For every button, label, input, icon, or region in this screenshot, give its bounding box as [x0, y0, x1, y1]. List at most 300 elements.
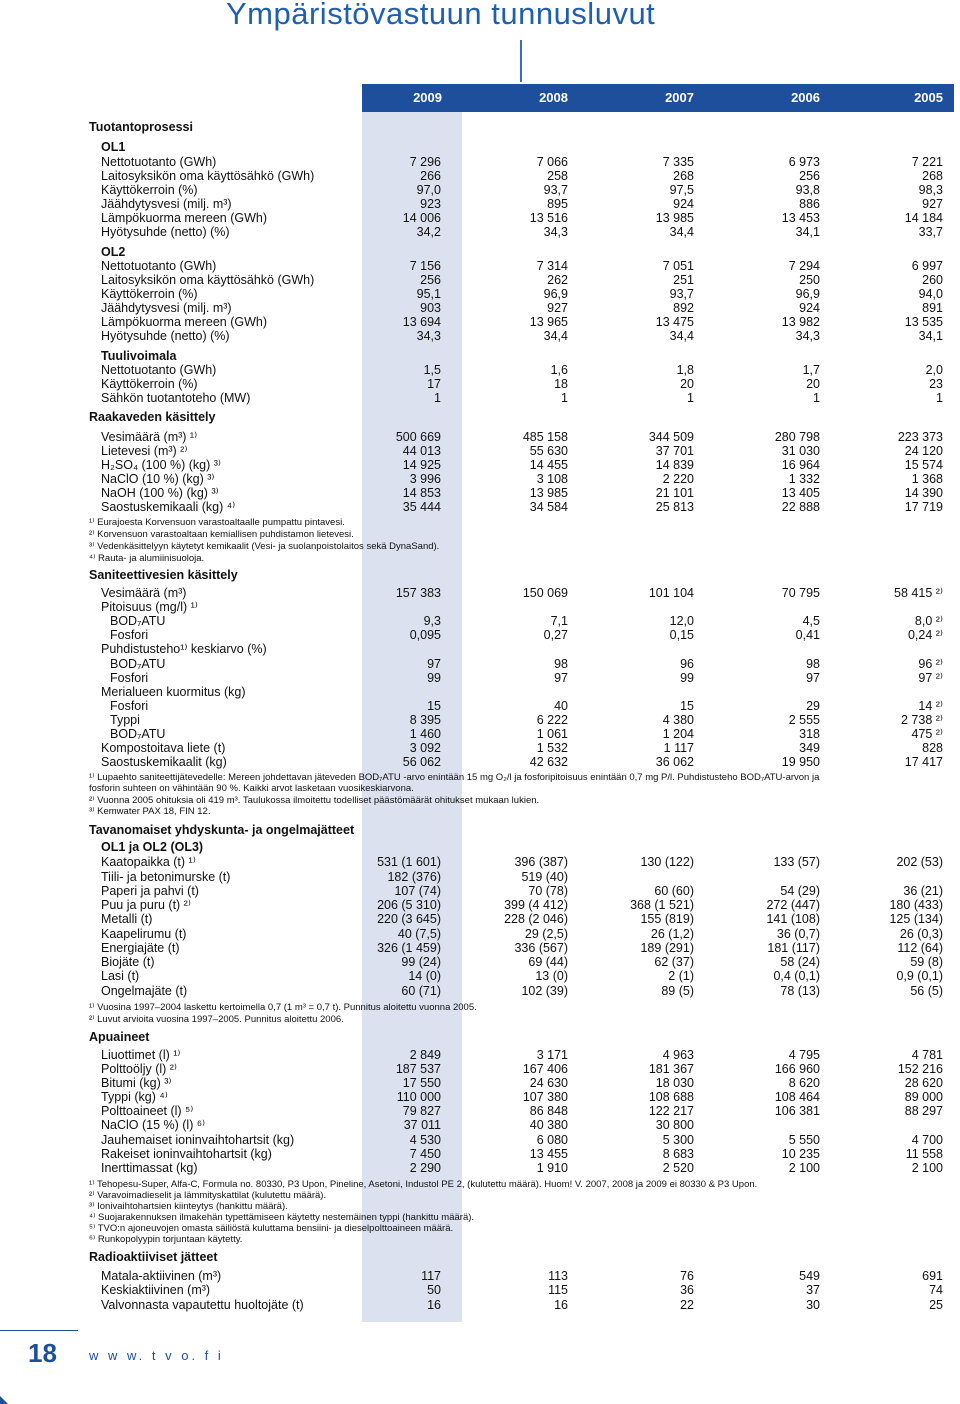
- section-heading: [0, 823, 960, 837]
- table-cell-2006: 34,1: [795, 225, 820, 239]
- table-cell-2007: 34,4: [669, 329, 694, 343]
- table-row: [0, 755, 960, 769]
- table-cell-2006: 133 (57): [773, 855, 820, 869]
- table-cell-2007: 155 (819): [640, 912, 694, 926]
- table-cell-2006: 5 550: [788, 1133, 820, 1147]
- table-cell-2009: 3 092: [409, 741, 441, 755]
- table-cell-2006: 93,8: [795, 183, 820, 197]
- table-cell-2005: 112 (64): [897, 941, 943, 955]
- table-cell-2007: 2 520: [662, 1161, 694, 1175]
- table-cell-2007: 344 509: [648, 430, 694, 444]
- row-label: Fosfori: [110, 699, 149, 713]
- table-cell-2006: 34,3: [795, 329, 820, 343]
- row-label: H₂SO₄ (100 %) (kg) ³⁾: [101, 458, 221, 472]
- table-cell-2005: 25: [929, 1298, 943, 1312]
- table-cell-2007: 60 (60): [654, 884, 694, 898]
- table-cell-2009: 531 (1 601): [377, 855, 441, 869]
- table-cell-2008: 34 584: [529, 500, 568, 514]
- table-cell-2007: 122 217: [648, 1104, 694, 1118]
- table-cell-2007: 251: [673, 273, 694, 287]
- table-cell-2009: 7 450: [409, 1147, 441, 1161]
- table-cell-2006: 166 960: [774, 1062, 820, 1076]
- table-cell-2009: 14 853: [402, 486, 441, 500]
- row-label: Rakeiset ioninvaihtohartsit (kg): [101, 1147, 272, 1161]
- table-cell-2005: 180 (433): [889, 898, 943, 912]
- table-cell-2006: 78 (13): [780, 984, 820, 998]
- table-row: [0, 699, 960, 713]
- table-cell-2008: 13 985: [529, 486, 568, 500]
- table-cell-2008: 1 532: [536, 741, 568, 755]
- row-label: Polttoaineet (l) ⁵⁾: [101, 1104, 194, 1118]
- table-cell-2009: 34,3: [416, 329, 441, 343]
- table-cell-2005: 2 100: [911, 1161, 943, 1175]
- table-row: [0, 642, 960, 656]
- row-label: Lämpökuorma mereen (GWh): [101, 315, 268, 329]
- table-row: [0, 329, 960, 343]
- table-row: [0, 1048, 960, 1062]
- table-cell-2009: 79 827: [402, 1104, 441, 1118]
- row-label: Paperi ja pahvi (t): [101, 884, 199, 898]
- footnote: ¹⁾ Lupaehto saniteettijätevedelle: Mereen johdettavan jäteveden BOD₇ATU -arvo enintään 15 mg O₂/l ja fosforipitoisuus enintään 0,7 mg P/l. Puhdistusteho BOD₇ATU-arvon ja: [89, 772, 820, 783]
- table-cell-2007: 1,8: [676, 363, 694, 377]
- table-cell-2008: 42 632: [529, 755, 568, 769]
- table-cell-2005: 202 (53): [896, 855, 943, 869]
- table-cell-2007: 97,5: [669, 183, 694, 197]
- table-cell-2006: 108 464: [774, 1090, 820, 1104]
- table-cell-2006: 8 620: [788, 1076, 820, 1090]
- table-cell-2008: 13 965: [529, 315, 568, 329]
- table-cell-2008: 399 (4 412): [504, 898, 568, 912]
- table-cell-2005: 268: [922, 169, 943, 183]
- table-cell-2006: 0,4 (0,1): [773, 969, 820, 983]
- table-cell-2007: 4 380: [662, 713, 694, 727]
- table-cell-2009: 1,5: [423, 363, 441, 377]
- table-cell-2009: 15: [427, 699, 441, 713]
- table-cell-2007: 89 (5): [661, 984, 694, 998]
- table-cell-2009: 34,2: [416, 225, 441, 239]
- table-cell-2008: 24 630: [529, 1076, 568, 1090]
- table-cell-2009: 1: [434, 391, 441, 405]
- row-label: Nettotuotanto (GWh): [101, 363, 217, 377]
- table-cell-2008: 6 080: [536, 1133, 568, 1147]
- table-row: [0, 628, 960, 642]
- table-cell-2009: 256: [420, 273, 441, 287]
- row-label: Käyttökerroin (%): [101, 287, 198, 301]
- table-cell-2007: 62 (37): [654, 955, 694, 969]
- table-row: [0, 1147, 960, 1161]
- table-cell-2006: 10 235: [781, 1147, 820, 1161]
- table-cell-2008: 115: [548, 1283, 568, 1297]
- table-row: [0, 1104, 960, 1118]
- table-cell-2009: 326 (1 459): [377, 941, 441, 955]
- row-label: Bitumi (kg) ³⁾: [101, 1076, 172, 1090]
- table-cell-2007: 22: [680, 1298, 694, 1312]
- table-row: [0, 169, 960, 183]
- page-number: 18: [28, 1338, 57, 1368]
- table-cell-2007: 25 813: [655, 500, 694, 514]
- row-label: Tiili- ja betonimurske (t): [101, 870, 231, 884]
- table-cell-2007: 189 (291): [640, 941, 694, 955]
- table-cell-2008: 1,6: [550, 363, 568, 377]
- table-cell-2006: 924: [799, 301, 820, 315]
- table-row: [0, 1161, 960, 1175]
- section-title: Tavanomaiset yhdyskunta- ja ongelmajätteet: [89, 823, 355, 837]
- row-label: Lietevesi (m³) ²⁾: [101, 444, 188, 458]
- table-cell-2005: 0,9 (0,1): [896, 969, 943, 983]
- row-label: Nettotuotanto (GWh): [101, 259, 217, 273]
- table-cell-2005: 17 719: [904, 500, 943, 514]
- table-cell-2008: 13 516: [529, 211, 568, 225]
- table-cell-2008: 3 108: [536, 472, 568, 486]
- table-cell-2005: 89 000: [904, 1090, 943, 1104]
- table-cell-2008: 258: [547, 169, 568, 183]
- table-cell-2008: 113: [548, 1269, 568, 1283]
- table-cell-2009: 9,3: [423, 614, 441, 628]
- table-cell-2005: 4 700: [911, 1133, 943, 1147]
- table-cell-2008: 69 (44): [528, 955, 568, 969]
- footnote: ⁵⁾ TVO:n ajoneuvojen omasta säiliöstä kuluttama bensiini- ja dieselpolttoaineen määrä.: [89, 1223, 454, 1234]
- table-cell-2007: 2 220: [662, 472, 694, 486]
- table-row: [0, 287, 960, 301]
- row-label: Matala-aktiivinen (m³): [101, 1269, 222, 1283]
- group-title: Tuulivoimala: [101, 349, 177, 363]
- table-row: [0, 211, 960, 225]
- footnote: ⁶⁾ Runkopolyypin torjuntaan käytetty.: [89, 1234, 243, 1245]
- table-row: [0, 855, 960, 869]
- table-cell-2009: 14 (0): [408, 969, 441, 983]
- row-label: Käyttökerroin (%): [101, 377, 198, 391]
- row-label: Pitoisuus (mg/l) ¹⁾: [101, 600, 198, 614]
- table-cell-2006: 19 950: [781, 755, 820, 769]
- table-cell-2005: 56 (5): [910, 984, 943, 998]
- table-cell-2007: 368 (1 521): [630, 898, 694, 912]
- table-cell-2009: 13 694: [402, 315, 441, 329]
- table-cell-2005: 23: [929, 377, 943, 391]
- table-row: [0, 1062, 960, 1076]
- table-cell-2007: 96: [680, 657, 694, 671]
- footnote: ²⁾ Korvensuon varastoaltaan kemiallisen puhdistamon lietevesi.: [89, 529, 354, 540]
- table-row: [0, 486, 960, 500]
- table-row: [0, 657, 960, 671]
- table-cell-2006: 181 (117): [767, 941, 820, 955]
- table-cell-2007: 12,0: [669, 614, 694, 628]
- table-cell-2007: 0,15: [669, 628, 694, 642]
- table-cell-2009: 220 (3 645): [377, 912, 441, 926]
- row-label: Keskiaktiivinen (m³): [101, 1283, 211, 1297]
- row-label: Saostuskemikaali (kg) ⁴⁾: [101, 500, 236, 514]
- table-cell-2008: 228 (2 046): [504, 912, 568, 926]
- table-row: [0, 259, 960, 273]
- table-cell-2006: 0,41: [795, 628, 820, 642]
- row-label: Inerttimassat (kg): [101, 1161, 198, 1175]
- table-cell-2005: 34,1: [918, 329, 943, 343]
- footnote: ³⁾ Ionivaihtohartsien kiinteytys (hankittu määrä).: [89, 1201, 288, 1212]
- table-cell-2009: 97,0: [416, 183, 441, 197]
- table-cell-2009: 4 530: [409, 1133, 441, 1147]
- table-cell-2008: 98: [554, 657, 568, 671]
- corner-mark: [0, 1396, 8, 1404]
- section-heading: [0, 1030, 960, 1044]
- table-cell-2005: 691: [922, 1269, 943, 1283]
- row-label: Liuottimet (l) ¹⁾: [101, 1048, 181, 1062]
- table-cell-2009: 1 460: [409, 727, 441, 741]
- table-cell-2009: 35 444: [402, 500, 441, 514]
- table-cell-2008: 34,4: [543, 329, 568, 343]
- table-cell-2008: 396 (387): [514, 855, 568, 869]
- table-cell-2005: 7 221: [911, 155, 943, 169]
- table-cell-2008: 1: [561, 391, 568, 405]
- table-row: [0, 586, 960, 600]
- table-row: [0, 727, 960, 741]
- table-row: [0, 444, 960, 458]
- table-cell-2005: 828: [922, 741, 943, 755]
- table-cell-2006: 96,9: [795, 287, 820, 301]
- row-label: Laitosyksikön oma käyttösähkö (GWh): [101, 273, 315, 287]
- table-cell-2009: 14 925: [402, 458, 441, 472]
- section-title: Raakaveden käsittely: [89, 410, 216, 424]
- table-cell-2009: 2 290: [409, 1161, 441, 1175]
- table-cell-2006: 31 030: [781, 444, 820, 458]
- table-cell-2006: 256: [799, 169, 820, 183]
- table-row: [0, 969, 960, 983]
- table-row: [0, 472, 960, 486]
- table-cell-2005: 13 535: [904, 315, 943, 329]
- website-link[interactable]: w w w. t v o. f i: [89, 1348, 224, 1363]
- table-cell-2006: 250: [799, 273, 820, 287]
- table-cell-2006: 2 555: [788, 713, 820, 727]
- table-cell-2005: 97 ²⁾: [918, 671, 943, 685]
- row-label: Kaapelirumu (t): [101, 927, 187, 941]
- row-label: Jäähdytysvesi (milj. m³): [101, 301, 232, 315]
- table-cell-2005: 1 368: [911, 472, 943, 486]
- table-cell-2005: 33,7: [918, 225, 943, 239]
- table-cell-2005: 28 620: [904, 1076, 943, 1090]
- table-cell-2007: 130 (122): [640, 855, 694, 869]
- year-2006: 2006: [791, 90, 820, 105]
- table-cell-2006: 37: [806, 1283, 820, 1297]
- row-label: Kompostoitava liete (t): [101, 741, 226, 755]
- table-cell-2006: 13 982: [781, 315, 820, 329]
- table-cell-2007: 2 (1): [668, 969, 694, 983]
- table-cell-2005: 74: [929, 1283, 943, 1297]
- table-row: [0, 600, 960, 614]
- table-row: [0, 197, 960, 211]
- table-cell-2009: 17 550: [402, 1076, 441, 1090]
- table-cell-2008: 97: [554, 671, 568, 685]
- row-label: Typpi (kg) ⁴⁾: [101, 1090, 168, 1104]
- table-cell-2009: 8 395: [409, 713, 441, 727]
- table-cell-2005: 927: [922, 197, 943, 211]
- table-cell-2006: 4 795: [788, 1048, 820, 1062]
- table-cell-2008: 40 380: [529, 1118, 568, 1132]
- group-title: OL1 ja OL2 (OL3): [101, 840, 204, 854]
- table-cell-2008: 40: [554, 699, 568, 713]
- row-label: Fosfori: [110, 671, 149, 685]
- table-cell-2005: 96 ²⁾: [918, 657, 943, 671]
- table-cell-2008: 7 314: [536, 259, 568, 273]
- table-row: [0, 315, 960, 329]
- table-cell-2006: 29: [806, 699, 820, 713]
- table-row: [0, 671, 960, 685]
- table-cell-2007: 76: [680, 1269, 694, 1283]
- table-cell-2006: 54 (29): [780, 884, 820, 898]
- group-heading: [0, 840, 960, 854]
- table-cell-2009: 16: [427, 1298, 441, 1312]
- table-cell-2008: 519 (40): [521, 870, 568, 884]
- table-cell-2009: 500 669: [395, 430, 441, 444]
- table-cell-2005: 98,3: [918, 183, 943, 197]
- table-cell-2009: 7 296: [409, 155, 441, 169]
- table-cell-2005: 2,0: [925, 363, 943, 377]
- table-row: [0, 912, 960, 926]
- table-cell-2006: 2 100: [788, 1161, 820, 1175]
- table-cell-2007: 4 963: [662, 1048, 694, 1062]
- table-cell-2006: 6 973: [788, 155, 820, 169]
- table-cell-2005: 475 ²⁾: [911, 727, 943, 741]
- table-cell-2007: 13 475: [655, 315, 694, 329]
- row-label: NaOH (100 %) (kg) ³⁾: [101, 486, 219, 500]
- row-label: Vesimäärä (m³): [101, 586, 187, 600]
- table-cell-2005: 14 ²⁾: [918, 699, 943, 713]
- table-cell-2006: 20: [806, 377, 820, 391]
- row-label: Kaatopaikka (t) ¹⁾: [101, 855, 196, 869]
- table-cell-2009: 7 156: [409, 259, 441, 273]
- table-cell-2007: 18 030: [655, 1076, 694, 1090]
- table-row: [0, 941, 960, 955]
- table-cell-2006: 30: [806, 1298, 820, 1312]
- table-cell-2008: 107 380: [522, 1090, 568, 1104]
- table-cell-2007: 15: [680, 699, 694, 713]
- table-cell-2008: 93,7: [543, 183, 568, 197]
- table-row: [0, 984, 960, 998]
- table-cell-2007: 37 701: [655, 444, 694, 458]
- table-cell-2007: 268: [673, 169, 694, 183]
- table-cell-2009: 0,095: [409, 628, 441, 642]
- table-cell-2007: 181 367: [648, 1062, 694, 1076]
- table-cell-2008: 34,3: [543, 225, 568, 239]
- table-cell-2007: 7 335: [662, 155, 694, 169]
- section-title: Saniteettivesien käsittely: [89, 568, 238, 582]
- table-row: [0, 430, 960, 444]
- table-cell-2007: 34,4: [669, 225, 694, 239]
- table-row: [0, 884, 960, 898]
- table-cell-2007: 101 104: [648, 586, 694, 600]
- table-cell-2006: 7 294: [788, 259, 820, 273]
- row-label: Polttoöljy (l) ²⁾: [101, 1062, 178, 1076]
- table-cell-2008: 7,1: [550, 614, 568, 628]
- year-2008: 2008: [539, 90, 568, 105]
- table-cell-2006: 141 (108): [766, 912, 820, 926]
- table-cell-2005: 26 (0,3): [899, 927, 943, 941]
- table-cell-2009: 117: [421, 1269, 441, 1283]
- table-cell-2006: 272 (447): [766, 898, 820, 912]
- section-heading: [0, 120, 960, 134]
- section-heading: [0, 1250, 960, 1264]
- table-cell-2009: 206 (5 310): [377, 898, 441, 912]
- table-cell-2006: 1 332: [788, 472, 820, 486]
- row-label: Jauhemaiset ioninvaihtohartsit (kg): [101, 1133, 295, 1147]
- table-cell-2007: 1: [687, 391, 694, 405]
- table-cell-2008: 1 910: [536, 1161, 568, 1175]
- table-cell-2006: 13 453: [781, 211, 820, 225]
- table-row: [0, 614, 960, 628]
- table-cell-2009: 60 (71): [401, 984, 441, 998]
- row-label: Lasi (t): [101, 969, 140, 983]
- footnote: ⁴⁾ Suojarakennuksen ilmakehän typettämiseen käytetty nestemäinen typpi (hankittu määrä).: [89, 1212, 475, 1223]
- table-cell-2005: 260: [922, 273, 943, 287]
- table-cell-2007: 8 683: [662, 1147, 694, 1161]
- table-cell-2005: 6 997: [911, 259, 943, 273]
- row-label: Sähkön tuotantoteho (MW): [101, 391, 251, 405]
- row-label: Ongelmajäte (t): [101, 984, 188, 998]
- table-row: [0, 363, 960, 377]
- row-label: Puhdistusteho¹⁾ keskiarvo (%): [101, 642, 267, 656]
- table-cell-2005: 891: [922, 301, 943, 315]
- table-cell-2008: 485 158: [522, 430, 568, 444]
- table-row: [0, 927, 960, 941]
- table-cell-2005: 58 415 ²⁾: [894, 586, 943, 600]
- table-row: [0, 377, 960, 391]
- table-cell-2007: 892: [673, 301, 694, 315]
- year-2005: 2005: [914, 90, 943, 105]
- section-title: Tuotantoprosessi: [89, 120, 193, 134]
- row-label: Lämpökuorma mereen (GWh): [101, 211, 268, 225]
- table-cell-2005: 14 184: [904, 211, 943, 225]
- table-cell-2008: 167 406: [522, 1062, 568, 1076]
- table-cell-2009: 17: [427, 377, 441, 391]
- table-cell-2009: 3 996: [409, 472, 441, 486]
- footnote: ³⁾ Kemwater PAX 18, FIN 12.: [89, 806, 211, 817]
- table-cell-2008: 16: [554, 1298, 568, 1312]
- table-cell-2008: 0,27: [543, 628, 568, 642]
- table-cell-2005: 11 558: [905, 1147, 943, 1161]
- table-cell-2008: 336 (567): [514, 941, 568, 955]
- year-2007: 2007: [665, 90, 694, 105]
- table-row: [0, 301, 960, 315]
- table-cell-2008: 102 (39): [521, 984, 568, 998]
- table-row: [0, 741, 960, 755]
- table-row: [0, 225, 960, 239]
- group-heading: [0, 349, 960, 363]
- table-cell-2005: 94,0: [918, 287, 943, 301]
- table-cell-2007: 1 204: [662, 727, 694, 741]
- table-cell-2007: 21 101: [655, 486, 694, 500]
- table-cell-2007: 26 (1,2): [650, 927, 694, 941]
- table-cell-2009: 157 383: [395, 586, 441, 600]
- row-label: BOD₇ATU: [110, 657, 166, 671]
- row-label: Energiajäte (t): [101, 941, 180, 955]
- table-cell-2006: 13 405: [781, 486, 820, 500]
- table-cell-2005: 36 (21): [903, 884, 943, 898]
- footnote: ²⁾ Luvut arvioita vuosina 1997–2005. Punnitus aloitettu 2006.: [89, 1014, 344, 1025]
- table-cell-2009: 187 537: [395, 1062, 441, 1076]
- table-cell-2006: 349: [799, 741, 820, 755]
- table-cell-2005: 152 216: [897, 1062, 943, 1076]
- table-cell-2007: 7 051: [662, 259, 694, 273]
- footnote: ⁴⁾ Rauta- ja alumiinisuoloja.: [89, 553, 205, 564]
- table-cell-2006: 97: [806, 671, 820, 685]
- table-cell-2007: 108 688: [648, 1090, 694, 1104]
- table-cell-2007: 99: [680, 671, 694, 685]
- table-cell-2009: 923: [420, 197, 441, 211]
- row-label: Metalli (t): [101, 912, 153, 926]
- group-heading: [0, 245, 960, 259]
- table-cell-2008: 18: [554, 377, 568, 391]
- group-heading: [0, 140, 960, 154]
- table-cell-2005: 15 574: [904, 458, 943, 472]
- row-label: NaClO (10 %) (kg) ³⁾: [101, 472, 215, 486]
- table-cell-2005: 4 781: [911, 1048, 943, 1062]
